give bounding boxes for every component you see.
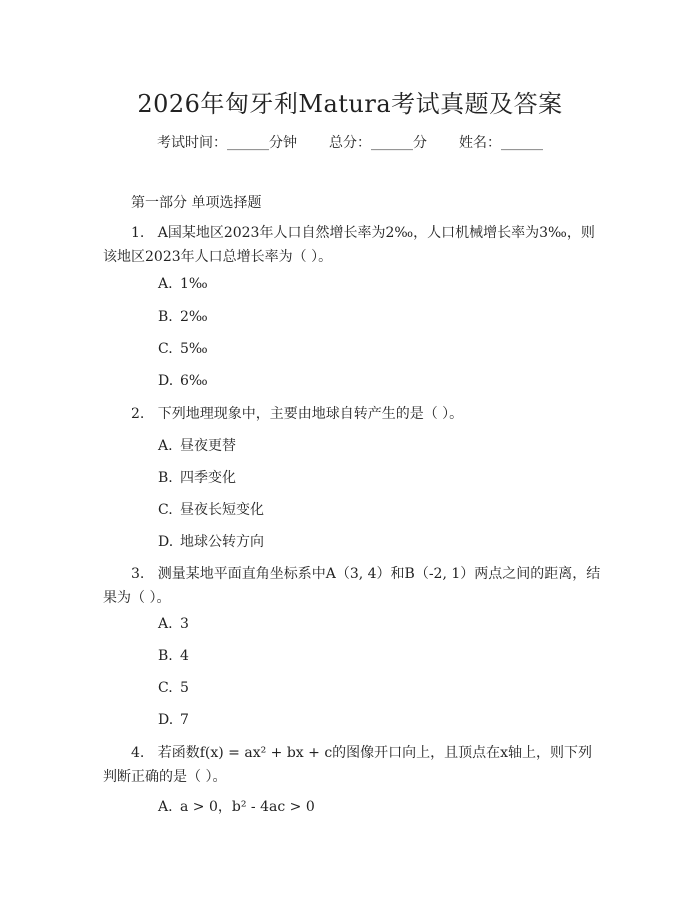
option-4a [158, 796, 315, 816]
option-letter: B. [158, 309, 173, 325]
option-letter: D. [158, 373, 174, 389]
option-3c [158, 680, 189, 696]
question-4 [103, 741, 603, 789]
exam-meta [0, 132, 700, 152]
total-score-label: 总分：______分 [329, 135, 427, 151]
option-letter: A. [158, 799, 173, 815]
question-1 [103, 221, 603, 269]
option-1c [158, 341, 208, 357]
option-letter: C. [158, 502, 173, 518]
option-text: 5 [180, 680, 189, 696]
option-text: 昼夜长短变化 [180, 502, 264, 518]
question-text: 若函数f(x) = ax² + bx + c的图像开口向上，且顶点在x轴上，则下列判断正确的是（ ）。 [103, 745, 593, 785]
option-letter: A. [158, 276, 173, 292]
option-letter: C. [158, 680, 173, 696]
option-letter: B. [158, 648, 173, 664]
question-text: 下列地理现象中，主要由地球自转产生的是（ ）。 [157, 406, 464, 422]
option-text: 地球公转方向 [180, 534, 264, 550]
option-3a [158, 616, 189, 632]
question-number: 1. [131, 225, 145, 241]
question-3 [103, 562, 603, 610]
option-1d [158, 373, 208, 389]
option-letter: D. [158, 534, 174, 550]
option-text: 3 [180, 616, 189, 632]
option-letter: B. [158, 470, 173, 486]
option-letter: C. [158, 341, 173, 357]
option-text: 四季变化 [180, 470, 236, 486]
option-text: 2‰ [180, 309, 208, 325]
option-text: 昼夜更替 [180, 438, 236, 454]
option-letter: A. [158, 616, 173, 632]
question-number: 2. [131, 406, 145, 422]
page-title: 2026年匈牙利Matura考试真题及答案 [137, 90, 563, 118]
option-text: 5‰ [180, 341, 208, 357]
option-text: 6‰ [180, 373, 208, 389]
student-name-label: 姓名：______ [459, 135, 543, 151]
option-text: a > 0，b² - 4ac > 0 [180, 799, 315, 815]
section-title: 第一部分 单项选择题 [131, 195, 262, 211]
question-number: 3. [131, 566, 145, 582]
option-letter: A. [158, 438, 173, 454]
option-text: 1‰ [180, 276, 208, 292]
question-text: 测量某地平面直角坐标系中A（3, 4）和B（-2, 1）两点之间的距离，结果为（ ）。 [103, 566, 601, 606]
option-2c [158, 499, 264, 519]
option-text: 4 [180, 648, 189, 664]
option-3b [158, 648, 189, 664]
option-2a [158, 435, 236, 455]
option-1a [158, 276, 208, 292]
question-number: 4. [131, 745, 145, 761]
option-3d [158, 712, 189, 728]
option-2b [158, 467, 236, 487]
option-letter: D. [158, 712, 174, 728]
option-text: 7 [180, 712, 189, 728]
option-1b [158, 309, 208, 325]
exam-time-label: 考试时间：______分钟 [157, 135, 297, 151]
option-2d [158, 531, 264, 551]
question-text: A国某地区2023年人口自然增长率为2‰，人口机械增长率为3‰，则该地区2023年人口总增长率为（ ）。 [103, 225, 595, 265]
question-2 [103, 402, 603, 426]
